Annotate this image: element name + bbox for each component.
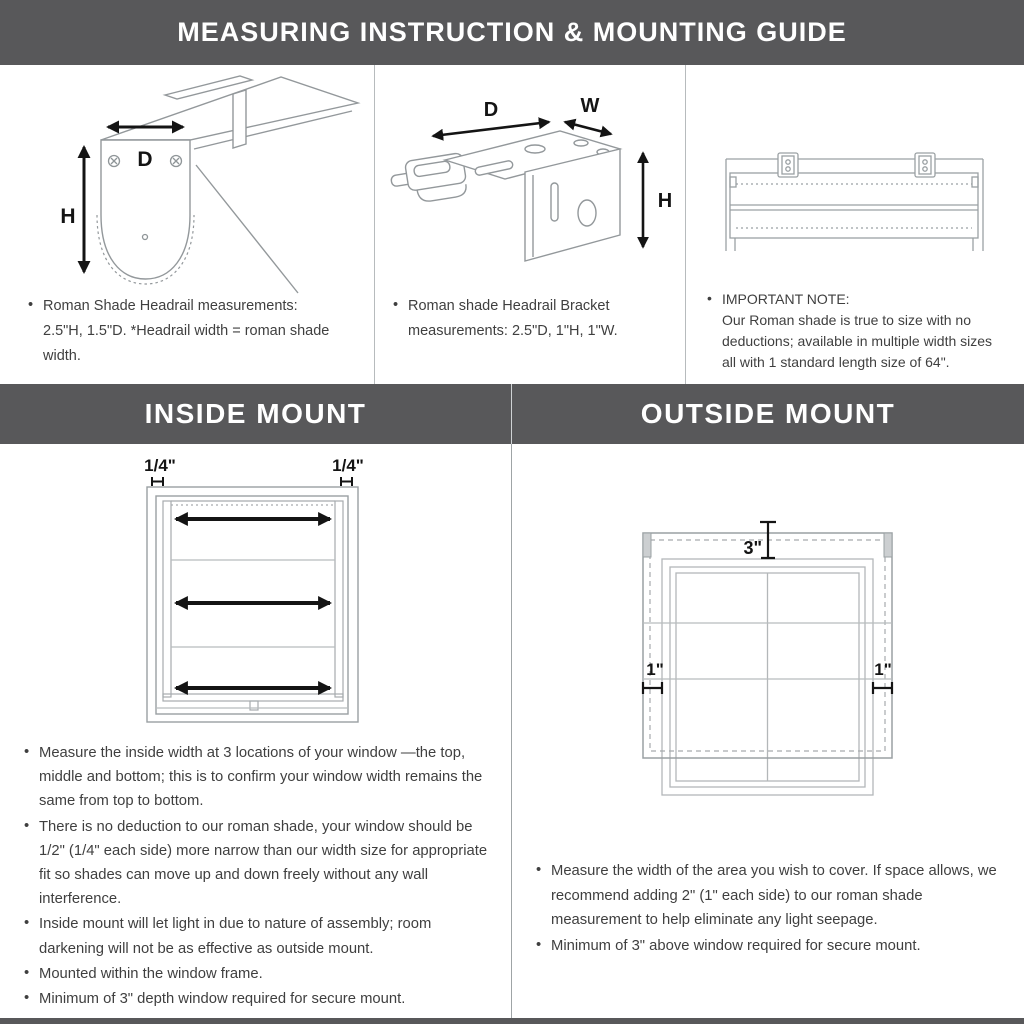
gap-tick-marks <box>152 477 352 486</box>
important-note-title: • IMPORTANT NOTE: <box>722 291 850 307</box>
headrail-diagram <box>0 65 374 295</box>
depth-arrow <box>433 122 549 136</box>
outside-mount-title: OUTSIDE MOUNT <box>640 398 896 429</box>
outside-mount-section <box>512 444 1024 1018</box>
header-banner <box>0 0 1024 65</box>
window-behind <box>662 559 873 795</box>
bullet-item: • Measure the width of the area you wish to cover. If space allows, we recommend adding 2" (1" each side) to our roman shade measurement to help eliminate any light seepage. <box>534 859 1016 933</box>
bullet-item: • Inside mount will let light in due to nature of assembly; room darkening will not be as effective as outside mount. <box>22 912 500 960</box>
inside-mount-instructions <box>22 741 500 1012</box>
inside-mount-diagram <box>0 444 511 744</box>
important-note-body: Our Roman shade is true to size with no deductions; available in multiple width sizes all with 1 standard length size of 64". <box>722 312 993 370</box>
page-title: MEASURING INSTRUCTION & MOUNTING GUIDE <box>177 17 847 47</box>
inside-mount-section <box>0 444 511 1018</box>
headrail-note <box>26 294 331 369</box>
left-overlap-label: 1" <box>646 660 664 679</box>
bullet-item: • Roman shade Headrail Bracket measurements: 2.5"D, 1"H, 1"W. <box>391 294 653 344</box>
outside-mount-diagram <box>512 444 1024 854</box>
width-label: W <box>580 95 600 117</box>
height-label: H <box>60 205 76 228</box>
outside-mount-banner <box>512 384 1024 444</box>
bracket-diagram <box>375 65 685 290</box>
height-label: H <box>657 190 673 212</box>
right-overlap-label: 1" <box>874 660 892 679</box>
width-measure-arrows <box>176 519 330 688</box>
bracket-note <box>391 294 653 344</box>
bullet-item: • There is no deduction to our roman shade, your window should be 1/2" (1/4" each side) more narrow than our width size for appropriate fit so shades can move up and down freely without any wall interference. <box>22 815 500 912</box>
bullet-item: • Minimum of 3" above window required for secure mount. <box>534 934 1016 959</box>
left-gap-label: 1/4" <box>144 456 176 475</box>
top-section <box>0 65 1024 384</box>
panel-headrail <box>0 65 374 384</box>
top-gap-label: 3" <box>743 538 762 558</box>
bullet-item: • Mounted within the window frame. <box>22 962 500 986</box>
inside-mount-banner <box>0 384 511 444</box>
right-overlap-mark <box>873 682 892 694</box>
bullet-item <box>705 289 1005 373</box>
bullet-item: • Measure the inside width at 3 locations of your window —the top, middle and bottom; this is to confirm your window width remains the same from top to bottom. <box>22 741 500 814</box>
headrail-front-view-diagram <box>686 65 1024 285</box>
bullet-item: • Minimum of 3" depth window required for secure mount. <box>22 987 500 1011</box>
bracket-line-art <box>389 131 620 261</box>
important-note <box>705 289 1005 373</box>
width-arrow <box>565 122 611 134</box>
bullet-item: • Roman Shade Headrail measurements: 2.5"H, 1.5"D. *Headrail width = roman shade width. <box>26 294 331 369</box>
bottom-bar <box>0 1018 1024 1024</box>
panel-bracket <box>375 65 685 384</box>
right-gap-label: 1/4" <box>332 456 364 475</box>
left-overlap-mark <box>643 682 662 694</box>
front-view-line-art <box>726 159 983 251</box>
depth-label: D <box>137 148 153 171</box>
depth-label: D <box>483 99 499 121</box>
headrail-line-art <box>97 76 358 293</box>
mount-banner-row <box>0 384 1024 444</box>
inside-mount-title: INSIDE MOUNT <box>144 398 367 429</box>
bottom-section <box>0 444 1024 1018</box>
outside-mount-instructions <box>534 859 1016 959</box>
panel-important-note <box>686 65 1024 384</box>
shade <box>156 501 348 710</box>
